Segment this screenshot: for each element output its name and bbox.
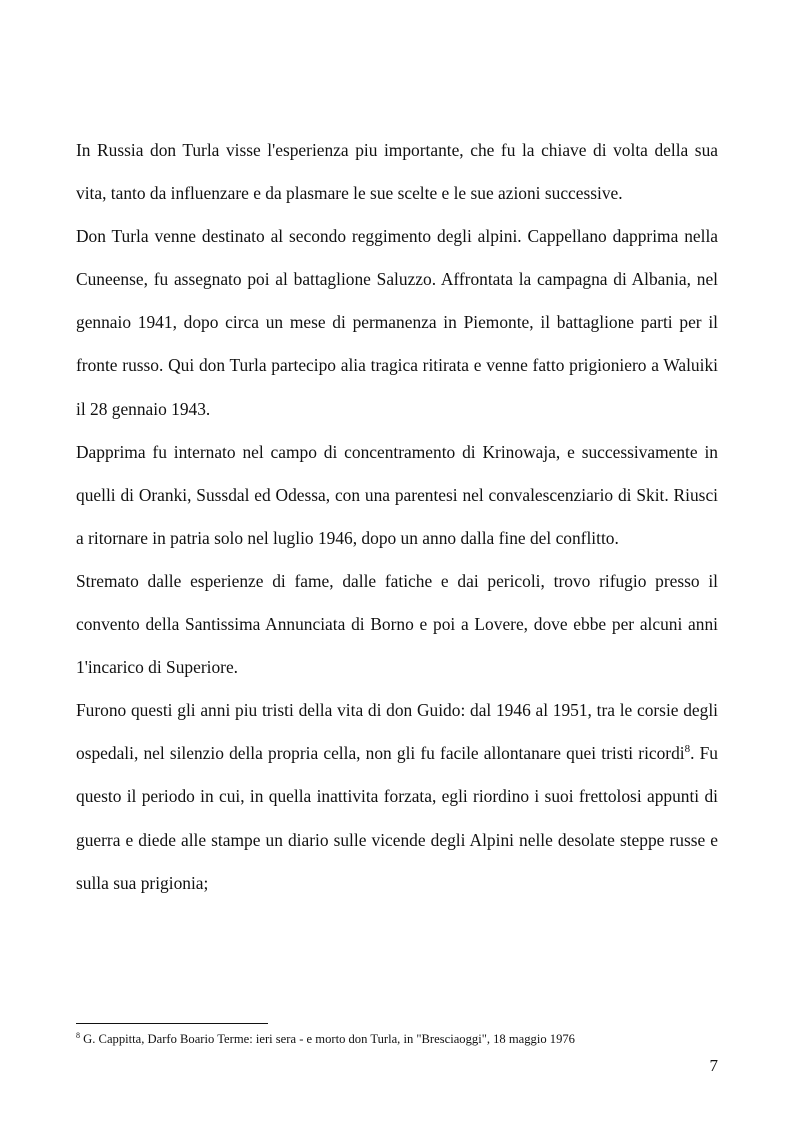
paragraph-1: In Russia don Turla visse l'esperienza piu importante, che fu la chiave di volta della sua vita, tanto da influenzare e da plasmare le sue scelte e le sue azioni successive. — [76, 140, 718, 204]
paragraph-5-text-after-ref: . Fu questo il periodo in cui, in quella inattivita forzata, egli riordino i suoi frettolosi appunti di guerra e diede alle stampe un diario sulle vicende degli Alpini nelle desolate steppe russe e sulla sua prigionia; — [76, 743, 718, 893]
footnote-divider — [76, 1023, 268, 1024]
paragraph-4: Stremato dalle esperienze di fame, dalle fatiche e dai pericoli, trovo rifugio presso il convento della Santissima Annunciata di Borno e poi a Lovere, dove ebbe per alcuni anni 1'incarico di Superiore. — [76, 570, 718, 678]
footnote-reference[interactable]: 8 — [684, 743, 691, 756]
paragraph-5-text-before-ref: Furono questi gli anni piu tristi della vita di don Guido: dal 1946 al 1951, tra le corsie degli ospedali, nel silenzio della propria cella, non gli fu facile allontanare quei tristi ricordi — [76, 700, 718, 764]
paragraph-3: Dapprima fu internato nel campo di concentramento di Krinowaja, e successivamente in quelli di Oranki, Sussdal ed Odessa, con una parentesi nel convalescenziario di Skit. Riusci a ritornare in patria solo nel luglio 1946, dopo un anno dalla fine del conflitto. — [76, 441, 718, 548]
footnote-number: 8 — [76, 1031, 80, 1040]
paragraph-5 — [76, 689, 718, 904]
footnote — [76, 1031, 736, 1047]
body-text — [76, 129, 718, 905]
page-number: 7 — [709, 1056, 718, 1075]
paragraph-2: Don Turla venne destinato al secondo reggimento degli alpini. Cappellano dapprima nella Cuneense, fu assegnato poi al battaglione Saluzzo. Affrontata la campagna di Albania, nel gennaio 1941, dopo circa un mese di permanenza in Piemonte, il battaglione parti per il fronte russo. Qui don Turla partecipo alia tragica ritirata e venne fatto prigioniero a Waluiki il 28 gennaio 1943. — [76, 226, 718, 419]
footnote-text: G. Cappitta, Darfo Boario Terme: ieri sera - e morto don Turla, in "Bresciaoggi", 18 maggio 1976 — [80, 1032, 575, 1046]
